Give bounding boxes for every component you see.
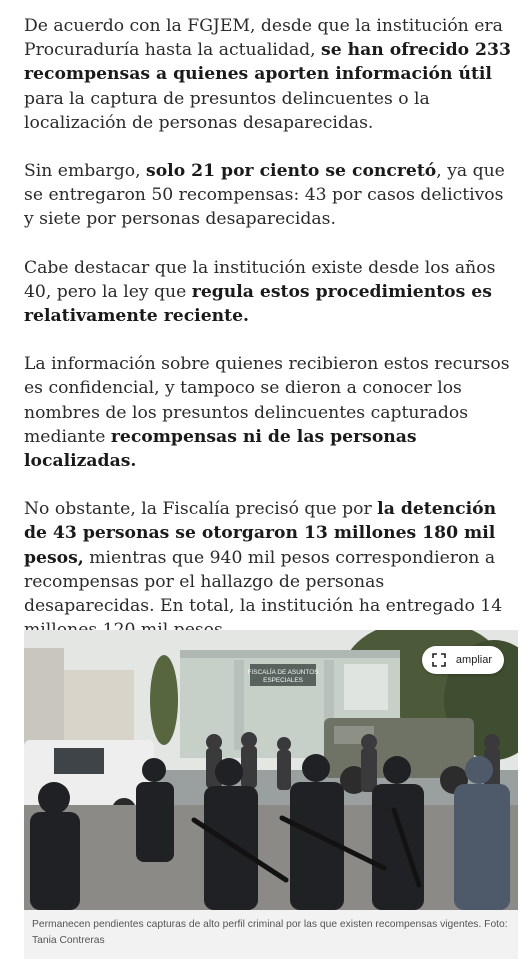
paragraph-2-text: Sin embargo, — [24, 161, 147, 182]
article-figure — [24, 630, 518, 959]
article-body — [24, 14, 512, 666]
paragraph-3-text: Cabe destacar que la institución existe desde los años 40, pero la ley que — [24, 257, 496, 302]
paragraph-5-text: No obstante, la Fiscalía precisó que por — [24, 499, 378, 520]
paragraph-2-bold: solo 21 por ciento se concretó — [146, 161, 437, 182]
paragraph-1-bold: se han ofrecido 233 recompensas a quienes aporten información útil — [24, 40, 511, 85]
paragraph-4 — [24, 352, 512, 473]
expand-label: ampliar — [455, 654, 492, 666]
paragraph-5-text-end: mientras que 940 mil pesos correspondieron a recompensas por el hallazgo de personas desaparecidas. En total, la institución ha entregado 14 — [24, 547, 503, 617]
expand-image-button[interactable] — [422, 646, 504, 674]
paragraph-5 — [24, 497, 512, 642]
building-sign-line-1: FISCALÍA DE ASUNTOS — [247, 669, 319, 676]
expand-icon — [432, 653, 446, 667]
paragraph-5-bold: la detención de 43 personas se otorgaron 13 millones 180 mil pesos, — [24, 499, 497, 568]
paragraph-2 — [24, 159, 512, 232]
paragraph-3 — [24, 256, 512, 329]
photo-caption: Permanecen pendientes capturas de alto perfil criminal por las que existen recompensas vigentes. Foto: Tania Contreras — [24, 910, 518, 959]
news-photo[interactable] — [24, 630, 518, 910]
paragraph-4-bold: recompensas ni de las personas localizadas. — [24, 426, 417, 472]
paragraph-1-text-end: para la captura de presuntos delincuentes o la localización de personas desaparecidas. — [24, 88, 430, 133]
building-sign-line-2: ESPECIALES — [263, 677, 303, 684]
paragraph-4-text: La información sobre quienes recibieron estos recursos es confidencial, y tampoco se dieron a conocer los nombres de los presuntos delincuentes capturados mediante — [24, 354, 510, 447]
paragraph-3-bold: regula estos procedimientos es relativamente reciente. — [24, 281, 492, 327]
paragraph-1 — [24, 14, 512, 135]
paragraph-2-text-end: , ya que se entregaron 50 recompensas: 43 por casos delictivos y siete por personas desaparecidas. — [24, 161, 505, 230]
paragraph-1-text: De acuerdo con la FGJEM, desde que la institución era Procuraduría hasta la actualidad, — [24, 16, 503, 61]
